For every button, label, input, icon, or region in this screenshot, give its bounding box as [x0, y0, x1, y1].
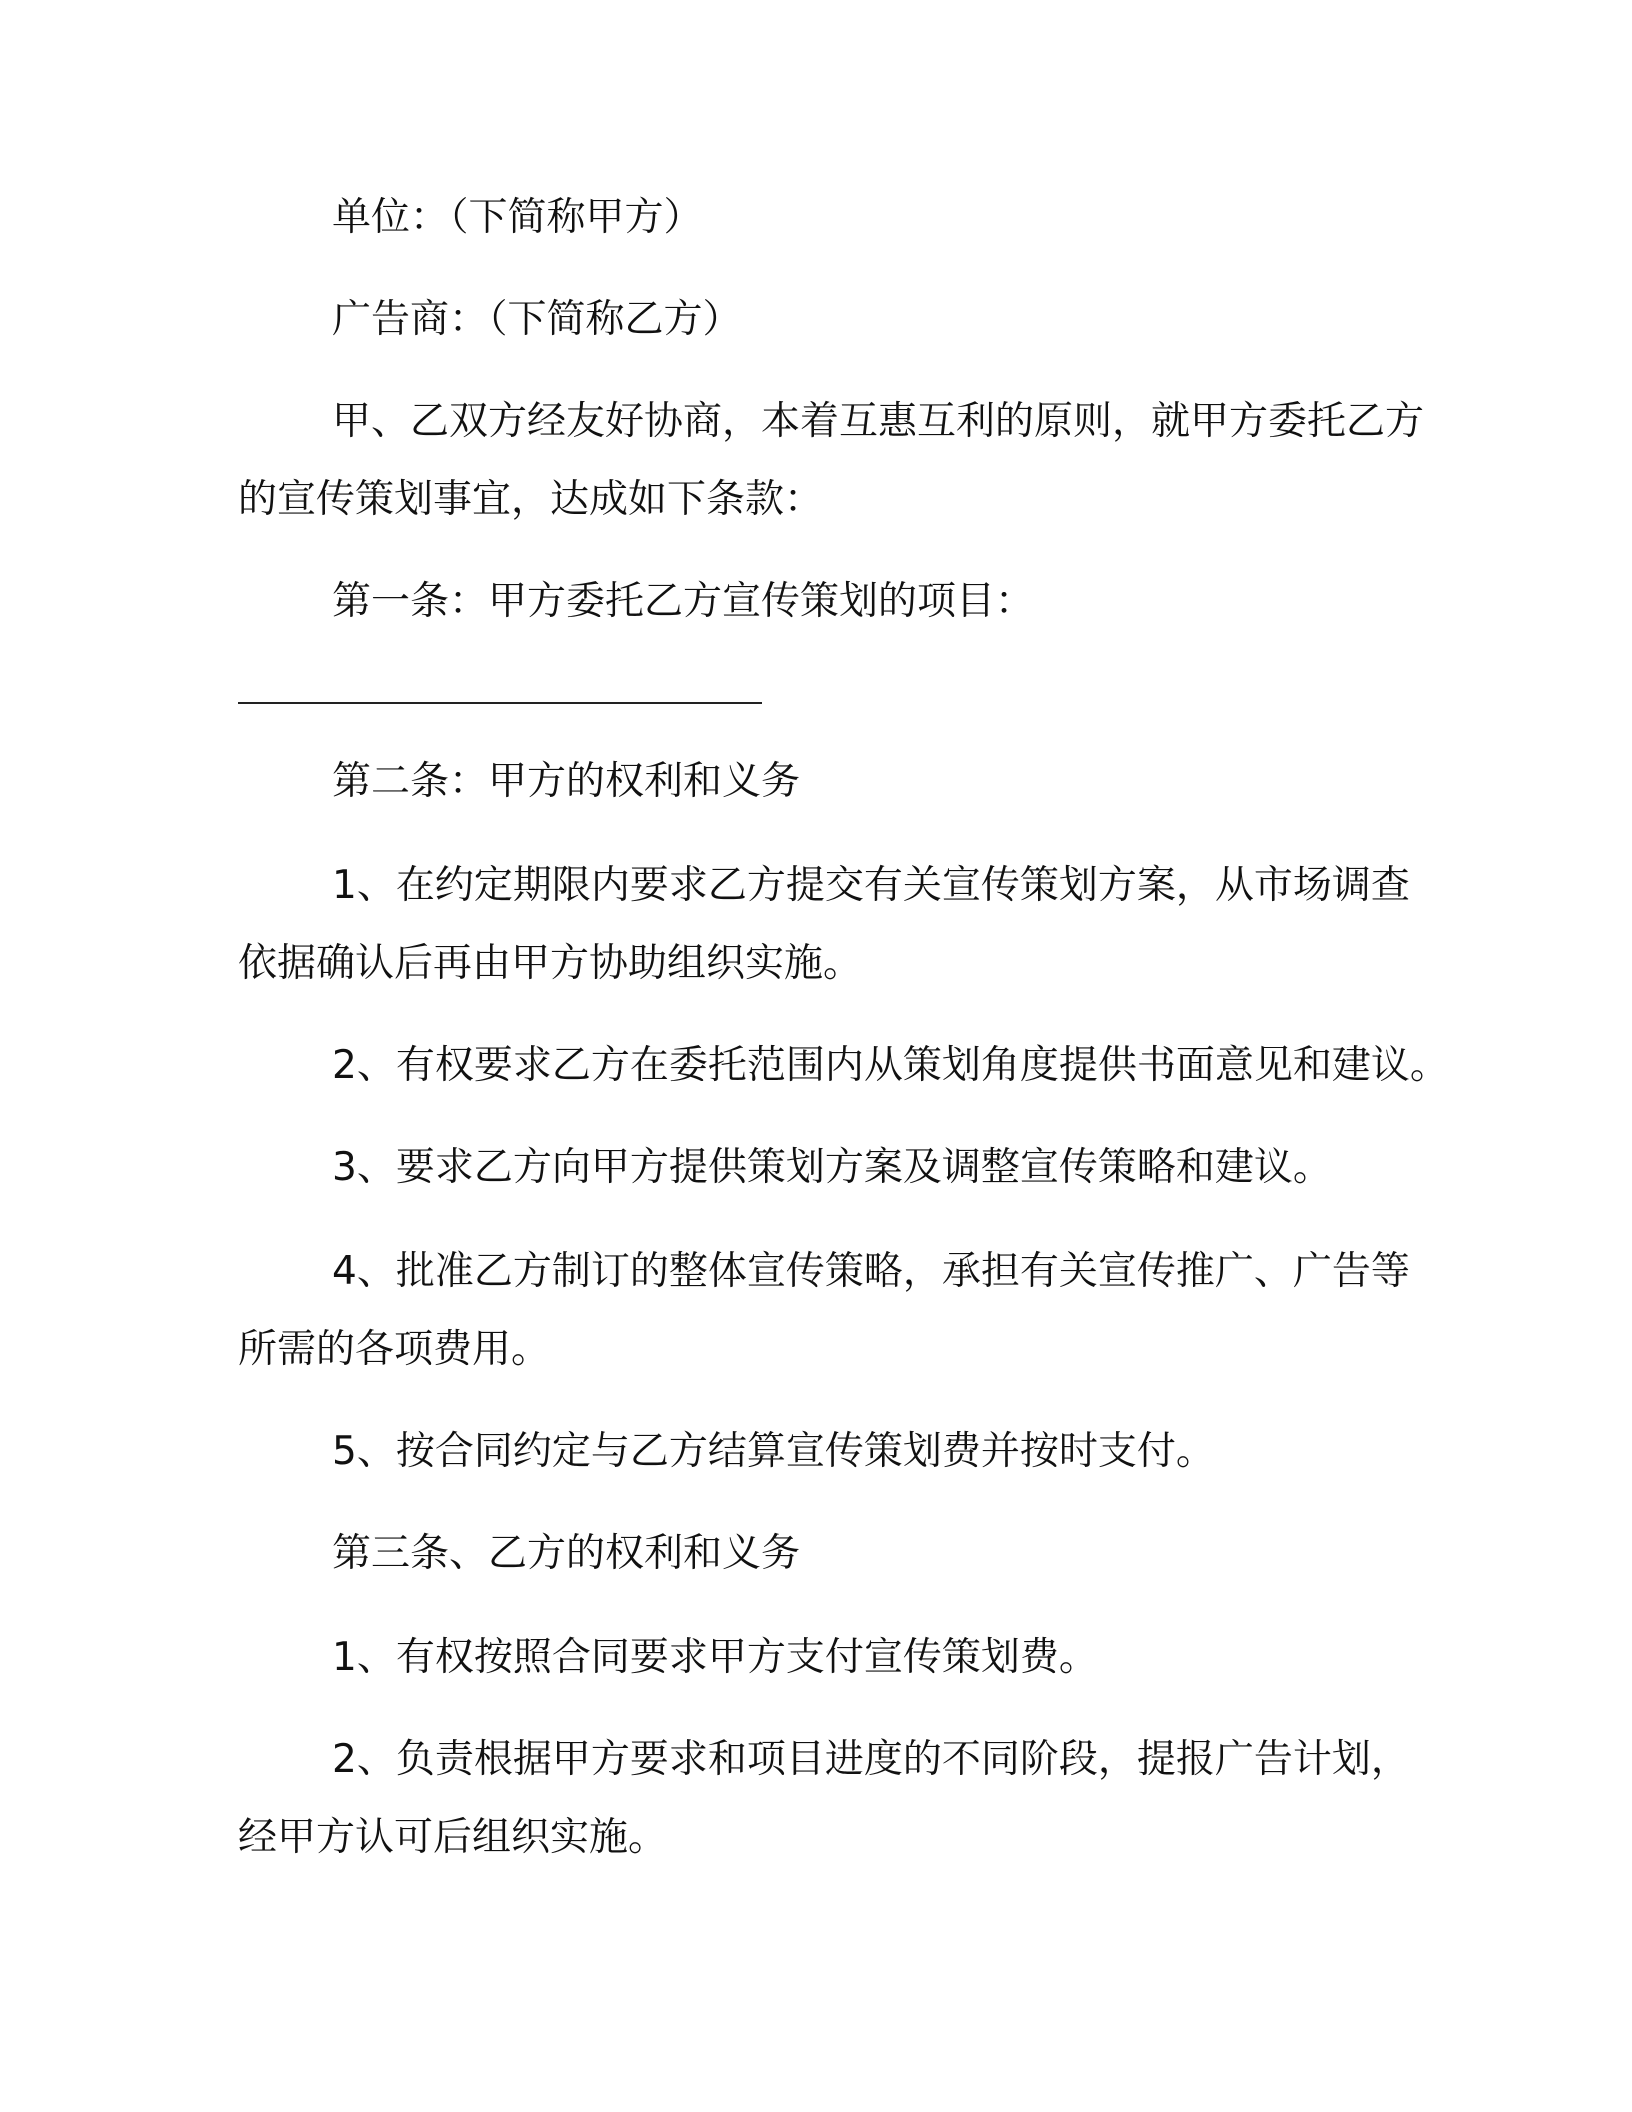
party-a-line: 单位：（下简称甲方）: [332, 195, 703, 240]
party-b-line: 广告商：（下简称乙方）: [332, 297, 742, 342]
article3-item-1: 1、有权按照合同要求甲方支付宣传策划费。: [332, 1635, 1098, 1680]
article2-item-3: 3、要求乙方向甲方提供策划方案及调整宣传策略和建议。: [332, 1145, 1332, 1190]
article3-heading: 第三条、乙方的权利和义务: [332, 1531, 801, 1576]
article1-blank-line: [238, 702, 762, 704]
article2-heading: 第二条：甲方的权利和义务: [332, 759, 801, 804]
article2-item-2: 2、有权要求乙方在委托范围内从策划角度提供书面意见和建议。: [332, 1043, 1449, 1088]
article2-item-4-line-2: 所需的各项费用。: [238, 1327, 551, 1372]
article2-item-1-line-1: 1、在约定期限内要求乙方提交有关宣传策划方案，从市场调查: [332, 863, 1410, 908]
article3-item-2-line-1: 2、负责根据甲方要求和项目进度的不同阶段，提报广告计划，: [332, 1737, 1410, 1782]
article2-item-5: 5、按合同约定与乙方结算宣传策划费并按时支付。: [332, 1429, 1215, 1474]
article3-item-2-line-2: 经甲方认可后组织实施。: [238, 1815, 668, 1860]
preamble-line-1: 甲、乙双方经友好协商，本着互惠互利的原则，就甲方委托乙方: [332, 399, 1425, 444]
article1-heading: 第一条：甲方委托乙方宣传策划的项目：: [332, 579, 1035, 624]
preamble-line-2: 的宣传策划事宜，达成如下条款：: [238, 477, 824, 522]
article2-item-4-line-1: 4、批准乙方制订的整体宣传策略，承担有关宣传推广、广告等: [332, 1249, 1410, 1294]
article2-item-1-line-2: 依据确认后再由甲方协助组织实施。: [238, 941, 863, 986]
